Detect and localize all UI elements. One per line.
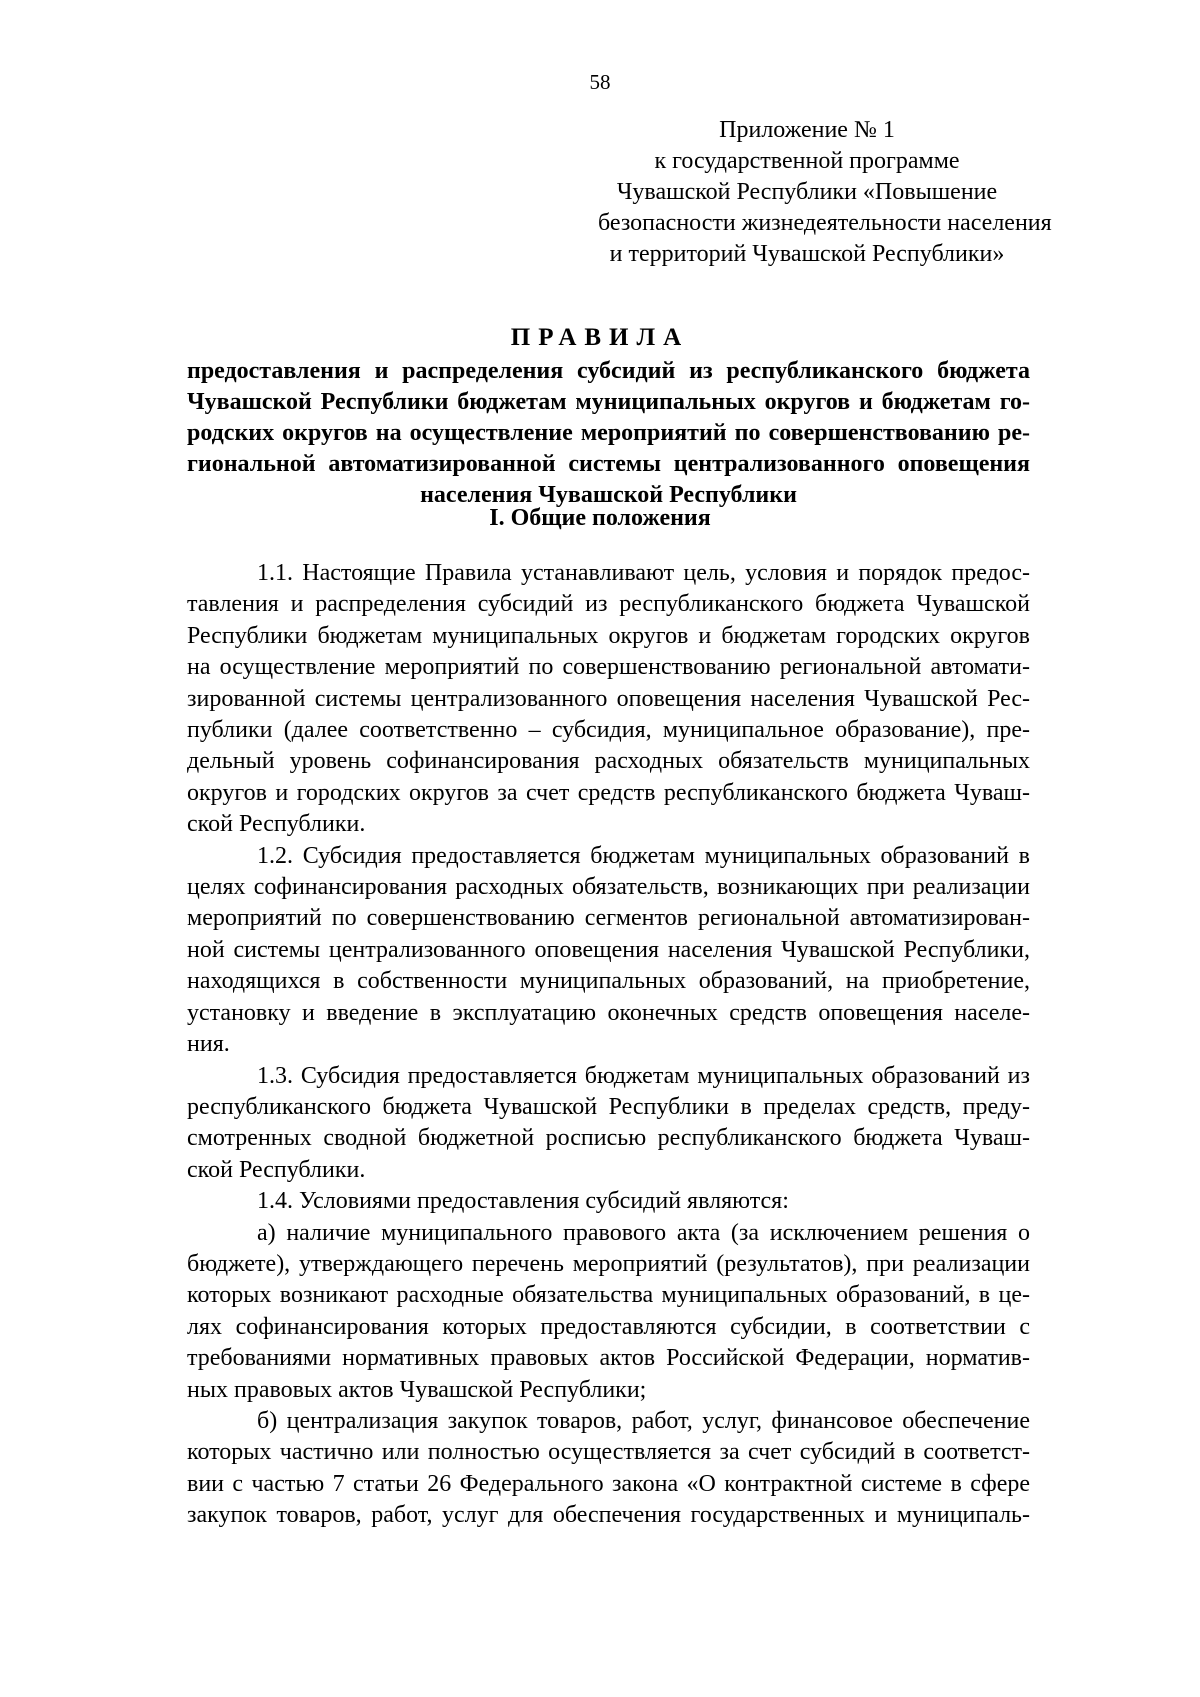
page-number: 58 xyxy=(589,70,611,94)
paragraph-line: находящихся в собственности муниципальных образований, на приобретение, xyxy=(187,968,1030,995)
paragraph-line: ных правовых актов Чувашской Республики; xyxy=(187,1376,647,1403)
subtitle-line: населения Чувашской Республики xyxy=(420,482,797,508)
appendix-line: Чувашской Республики «Повышение xyxy=(616,179,998,205)
paragraph-line: ской Республики. xyxy=(187,1156,366,1183)
paragraph-line: дельный уровень софинансирования расходных обязательств муниципальных xyxy=(187,748,1030,775)
paragraph-line: вии с частью 7 статьи 26 Федерального закона «О контрактной системе в сфере xyxy=(187,1470,1030,1497)
appendix-line: к государственной программе xyxy=(654,148,960,174)
document-subtitle xyxy=(187,356,1030,511)
paragraph-line: лях софинансирования которых предоставляются субсидии, в соответствии с xyxy=(187,1313,1030,1340)
paragraph-line: целях софинансирования расходных обязательств, возникающих при реализации xyxy=(187,874,1030,901)
paragraph-line: республиканского бюджета Чувашской Республики в пределах средств, преду- xyxy=(187,1093,1030,1120)
section-heading: I. Общие положения xyxy=(489,505,711,531)
subtitle-line: родских округов на осуществление мероприятий по совершенствованию ре- xyxy=(187,420,1030,446)
paragraph-line: которых возникают расходные обязательства муниципальных образований, в це- xyxy=(187,1282,1030,1309)
paragraph-line: мероприятий по совершенствованию сегментов региональной автоматизирован- xyxy=(187,905,1030,932)
subtitle-line: предоставления и распределения субсидий из республиканского бюджета xyxy=(187,358,1030,384)
paragraph-line: 1.2. Субсидия предоставляется бюджетам муниципальных образований в xyxy=(257,842,1030,869)
paragraph-line: ской Республики. xyxy=(187,811,366,838)
paragraph-line: закупок товаров, работ, услуг для обеспечения государственных и муниципаль- xyxy=(187,1502,1030,1529)
paragraph-line: Республики бюджетам муниципальных округов и бюджетам городских округов xyxy=(187,622,1030,649)
paragraph-line: округов и городских округов за счет средств республиканского бюджета Чуваш- xyxy=(187,779,1030,806)
subtitle-line: Чувашской Республики бюджетам муниципальных округов и бюджетам го- xyxy=(187,389,1030,415)
paragraph-line: тавления и распределения субсидий из республиканского бюджета Чувашской xyxy=(187,591,1030,618)
body-text xyxy=(187,558,1030,1532)
paragraph-line: публики (далее соответственно – субсидия, муниципальное образование), пре- xyxy=(187,717,1030,744)
document-title: ПРАВИЛА xyxy=(510,324,690,351)
paragraph-line: ния. xyxy=(187,1031,230,1058)
appendix-line: Приложение № 1 xyxy=(719,117,895,143)
appendix-line: и территорий Чувашской Республики» xyxy=(609,241,1005,267)
paragraph-line: 1.3. Субсидия предоставляется бюджетам муниципальных образований из xyxy=(257,1062,1030,1089)
paragraph-line: которых частично или полностью осуществляется за счет субсидий в соответст- xyxy=(187,1439,1030,1466)
appendix-block xyxy=(598,115,1052,270)
paragraph-line: зированной системы централизованного оповещения населения Чувашской Рес- xyxy=(187,685,1030,712)
paragraph-line: на осуществление мероприятий по совершенствованию региональной автомати- xyxy=(187,654,1030,681)
paragraph-line: бюджете), утверждающего перечень мероприятий (результатов), при реализации xyxy=(187,1250,1030,1277)
paragraph-line: а) наличие муниципального правового акта (за исключением решения о xyxy=(257,1219,1030,1246)
paragraph-line: требованиями нормативных правовых актов Российской Федерации, норматив- xyxy=(187,1345,1030,1372)
paragraph-line: установку и введение в эксплуатацию оконечных средств оповещения населе- xyxy=(187,999,1030,1026)
paragraph-line: ной системы централизованного оповещения населения Чувашской Республики, xyxy=(187,936,1030,963)
paragraph-line: 1.4. Условиями предоставления субсидий являются: xyxy=(257,1188,789,1215)
subtitle-line: гиональной автоматизированной системы централизованного оповещения xyxy=(187,451,1030,477)
paragraph-line: б) централизация закупок товаров, работ, услуг, финансовое обеспечение xyxy=(257,1407,1030,1434)
paragraph-line: 1.1. Настоящие Правила устанавливают цель, условия и порядок предос- xyxy=(257,560,1030,586)
paragraph-line: смотренных сводной бюджетной росписью республиканского бюджета Чуваш- xyxy=(187,1125,1030,1152)
appendix-line: безопасности жизнедеятельности населения xyxy=(598,210,1052,236)
